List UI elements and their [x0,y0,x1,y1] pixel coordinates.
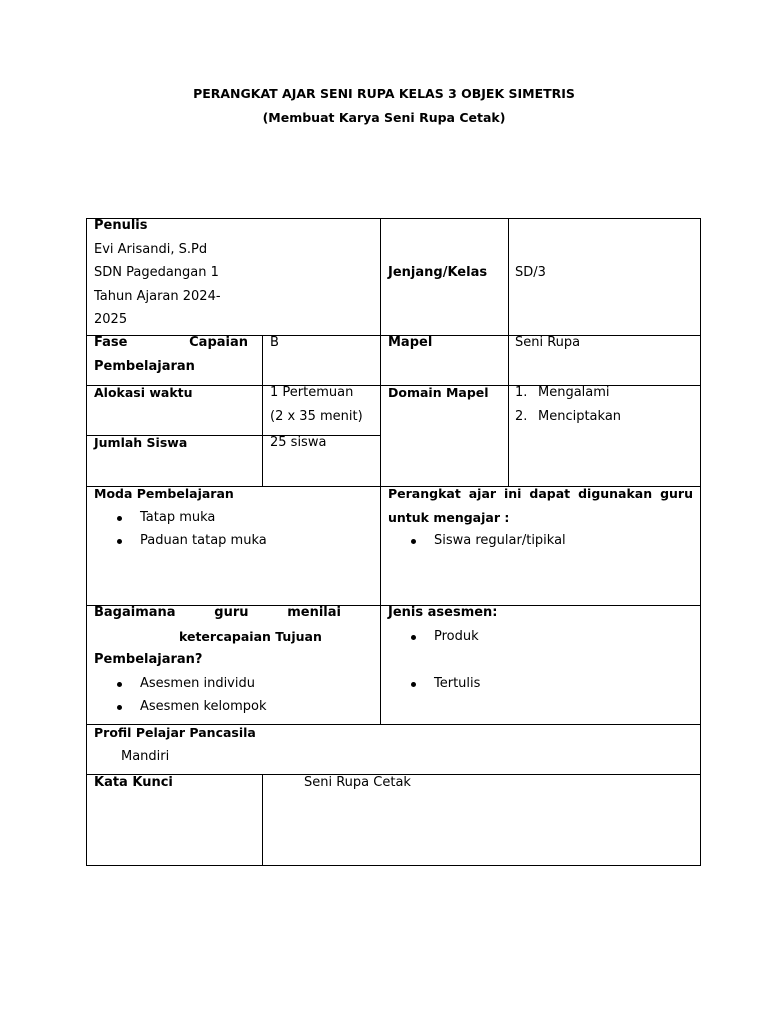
kata-kunci-value: Seni Rupa Cetak [304,775,411,790]
profil-value: Mandiri [121,748,170,764]
penulis-year: Tahun Ajaran 2024- [94,288,221,304]
domain-item: 2. Menciptakan [515,408,622,424]
moda-label: Moda Pembelajaran [94,486,234,501]
jenis-label: Jenis asesmen: [388,605,498,620]
jenjang-value: SD/3 [515,265,546,280]
mapel-value: Seni Rupa [515,335,581,350]
kata-kunci-label: Kata Kunci [94,775,173,790]
jenis-cell [388,601,693,695]
fase-label [94,331,248,378]
perangkat-line1: Perangkat ajar ini dapat digunakan guru [388,486,693,501]
penulis-cell [94,214,374,332]
bagaimana-cell [94,601,341,719]
alokasi-value-line2: (2 x 35 menit) [270,408,363,424]
penulis-year-end: 2025 [94,312,128,327]
document-title: PERANGKAT AJAR SENI RUPA KELAS 3 OBJEK SIMETRIS [193,86,575,101]
alokasi-value-line1: 1 Pertemuan [270,385,354,400]
domain-item: 1. Mengalami [515,385,610,400]
bagaimana-line2: ketercapaian Tujuan [179,628,322,644]
perangkat-cell [388,482,693,553]
penulis-school: SDN Pagedangan 1 [94,265,219,280]
document-subtitle: (Membuat Karya Seni Rupa Cetak) [262,110,506,125]
penulis-label: Penulis [94,218,148,233]
bagaimana-item: Asesmen individu [94,672,341,696]
bagaimana-line3: Pembelajaran? [94,652,203,667]
profil-cell [94,721,256,768]
pembelajaran-label-word: Pembelajaran [94,358,195,374]
perangkat-item: Siswa regular/tipikal [388,529,693,553]
fase-label-word: Fase [94,335,128,350]
jenjang-label: Jenjang/Kelas [388,265,488,280]
guru-word: guru [214,605,249,620]
domain-label: Domain Mapel [388,385,489,400]
jumlah-value: 25 siswa [270,435,327,450]
alokasi-value [270,381,363,428]
alokasi-label: Alokasi waktu [94,385,193,400]
capaian-label-word: Capaian [189,335,248,350]
fase-value: B [270,335,279,350]
domain-list [515,381,621,428]
bagaimana-word: Bagaimana [94,605,176,620]
moda-item: Paduan tatap muka [94,529,374,553]
mapel-label: Mapel [388,335,433,350]
menilai-word: menilai [287,605,341,620]
penulis-name: Evi Arisandi, S.Pd [94,241,208,257]
jumlah-label: Jumlah Siswa [94,435,188,450]
bagaimana-item: Asesmen kelompok [94,695,341,719]
profil-label: Profil Pelajar Pancasila [94,725,256,740]
moda-item: Tatap muka [94,506,374,530]
jenis-item: Tertulis [388,672,693,696]
perangkat-line2: untuk mengajar : [388,509,510,525]
jenis-item: Produk [388,625,693,649]
moda-cell [94,482,374,553]
